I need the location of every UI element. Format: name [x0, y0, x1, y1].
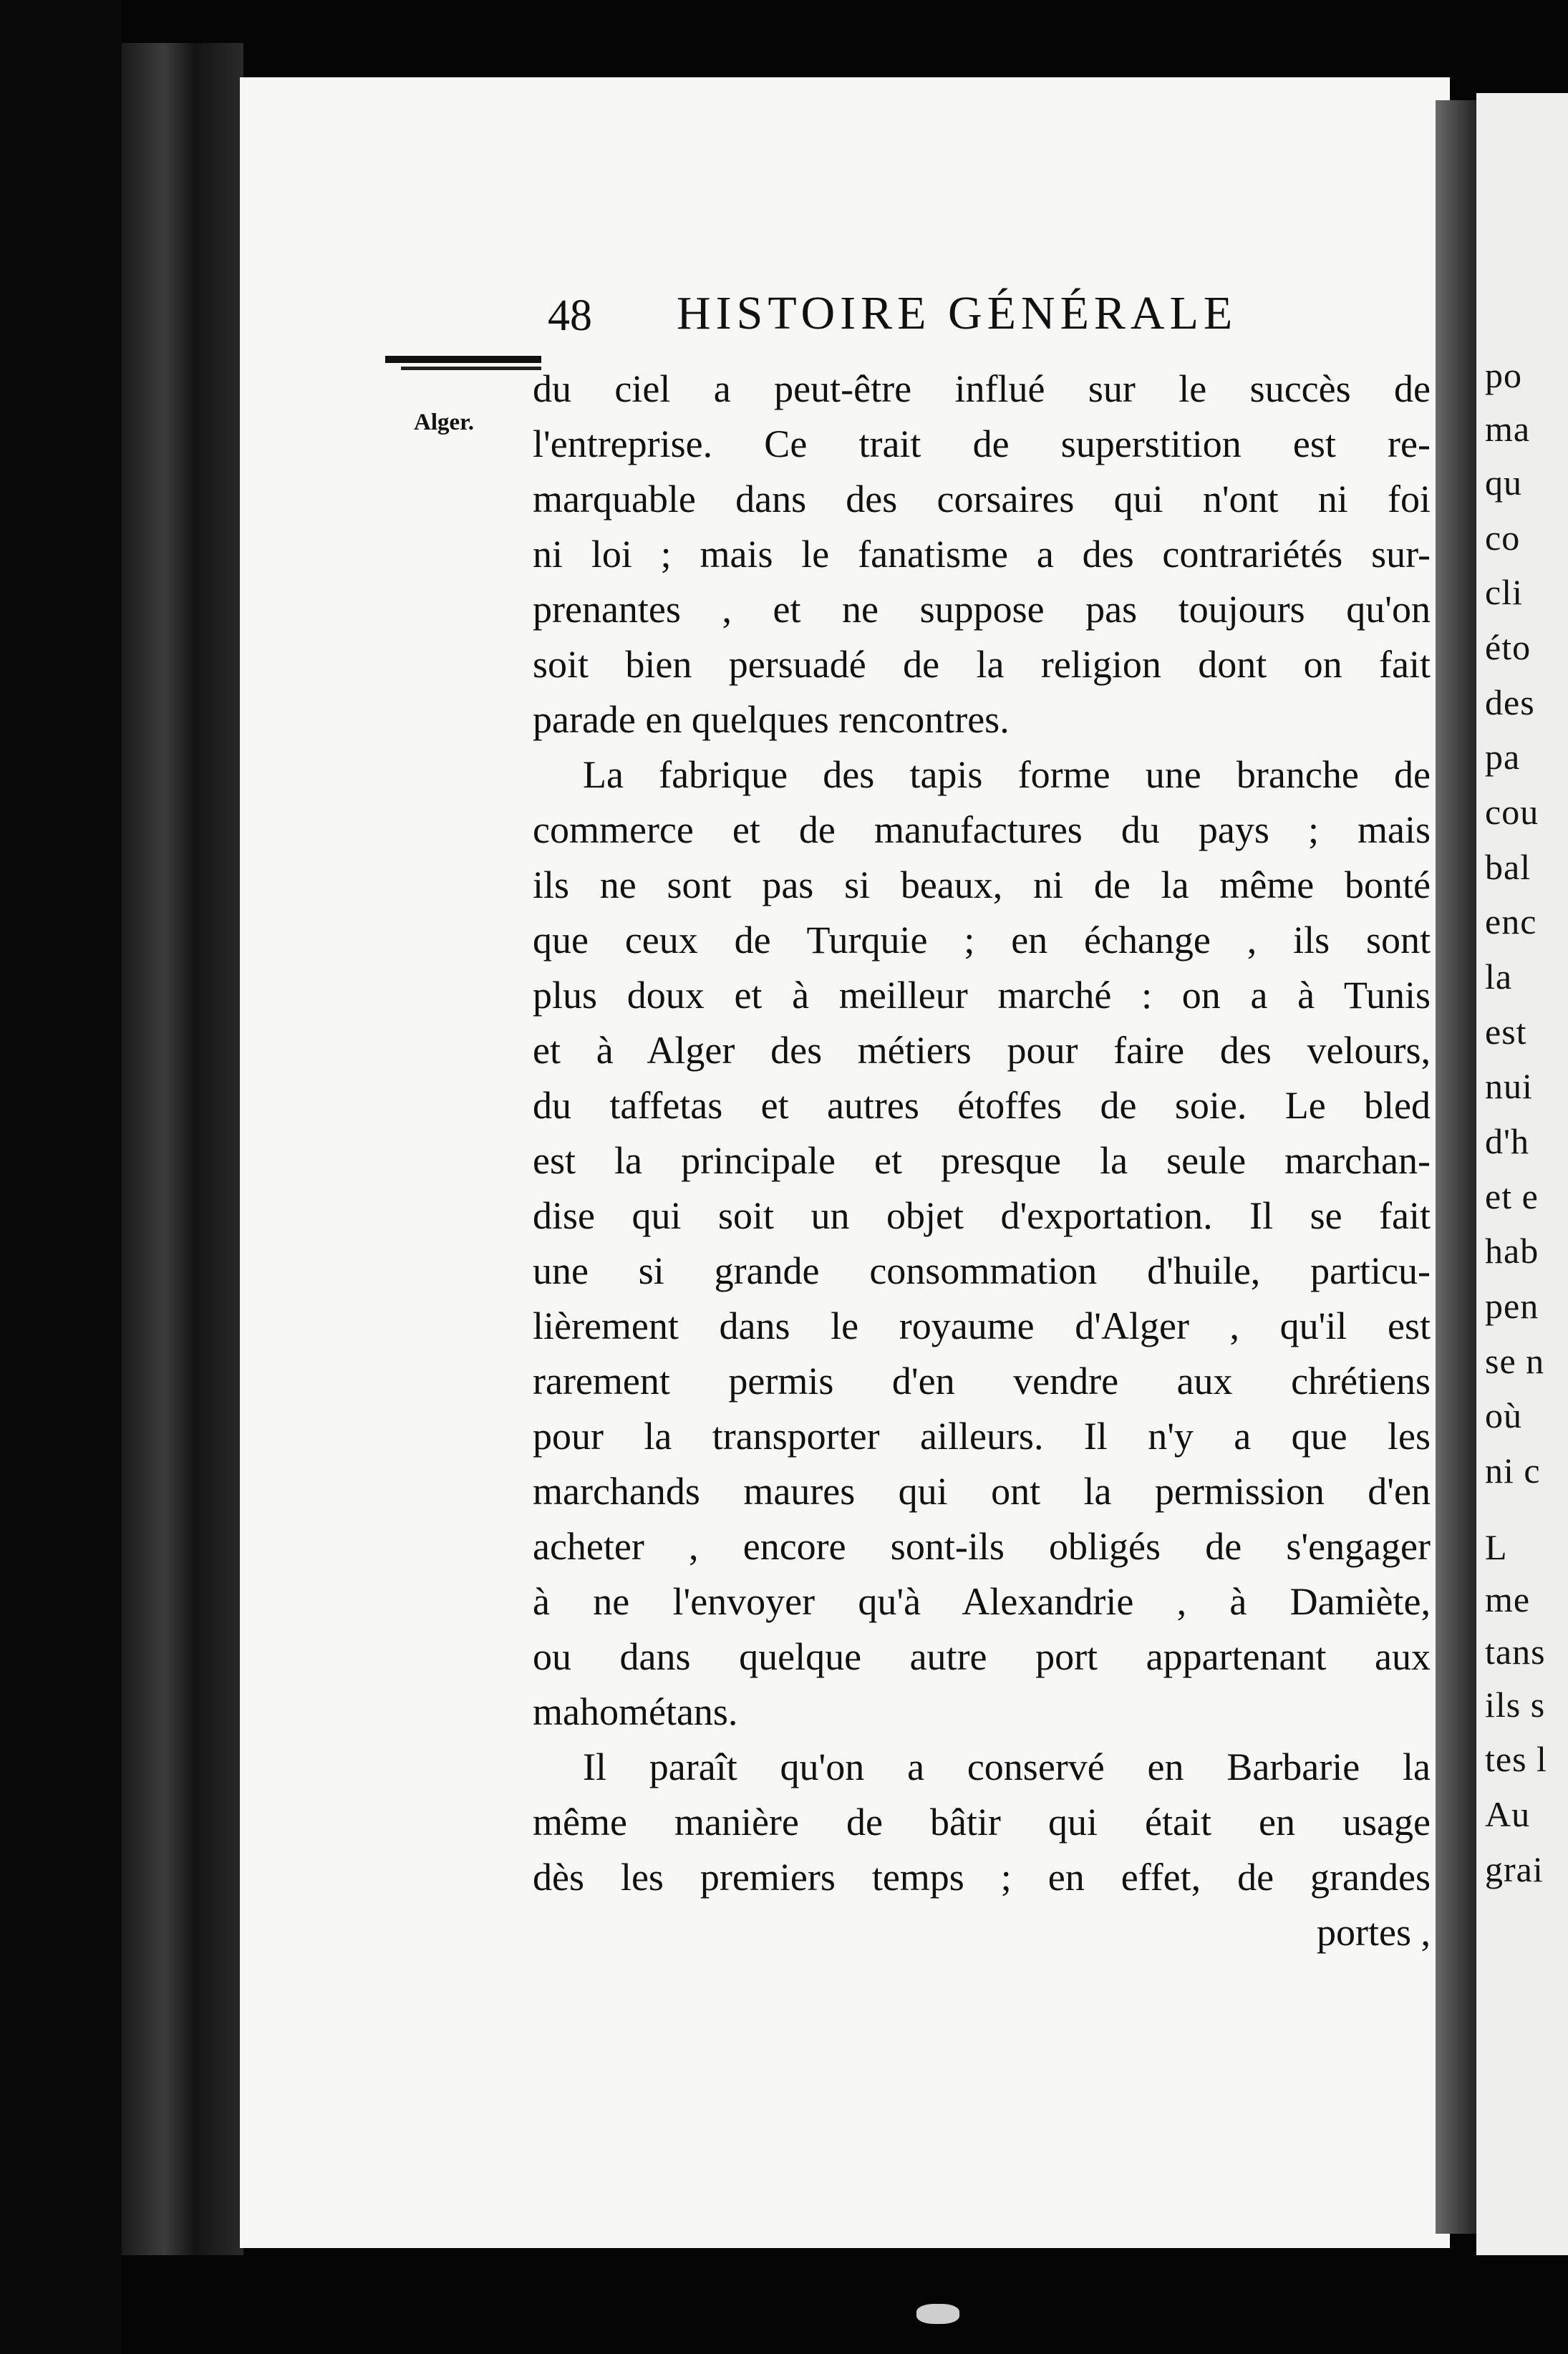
text-line: parade en quelques rencontres. [533, 698, 1010, 741]
text-line: La fabrique des tapis forme une branche de [583, 753, 1431, 796]
margin-rule [385, 356, 541, 363]
text-line: marquable dans des corsaires qui n'ont ni foi [533, 478, 1431, 520]
facing-page-text: la [1485, 956, 1513, 997]
margin-rule-thin [401, 367, 541, 370]
facing-page-text: ils s [1485, 1685, 1546, 1725]
text-line: marchands maures qui ont la permission d'en [533, 1470, 1431, 1513]
facing-page-text: po [1485, 355, 1522, 395]
text-line: rarement permis d'en vendre aux chrétiens [533, 1360, 1431, 1403]
body-text [533, 362, 1431, 1960]
text-line: ni loi ; mais le fanatisme a des contrariétés sur- [533, 533, 1431, 576]
facing-page-text: se n [1485, 1341, 1545, 1381]
facing-page-text: grai [1485, 1849, 1544, 1889]
page-number: 48 [548, 291, 592, 340]
text-line: plus doux et à meilleur marché : on a à Tunis [533, 974, 1431, 1017]
text-line: Il paraît qu'on a conservé en Barbarie la [583, 1745, 1431, 1788]
facing-page-text: enc [1485, 901, 1537, 941]
text-line: du taffetas et autres étoffes de soie. Le bled [533, 1084, 1431, 1127]
facing-page-text: nui [1485, 1066, 1533, 1106]
scan-speck [916, 2304, 959, 2324]
facing-page-fragment [1476, 93, 1568, 2255]
text-line: que ceux de Turquie ; en échange , ils sont [533, 919, 1431, 962]
facing-page-text: et e [1485, 1176, 1539, 1216]
facing-page-text: Au [1485, 1794, 1531, 1834]
facing-page-text: où [1485, 1395, 1522, 1435]
text-line: et à Alger des métiers pour faire des velours, [533, 1029, 1431, 1072]
page-header [548, 286, 1335, 351]
text-line: dise qui soit un objet d'exportation. Il se fait [533, 1194, 1431, 1237]
catchword: portes , [1317, 1911, 1431, 1954]
facing-page-text: cli [1485, 572, 1523, 612]
scan-left-edge [0, 0, 122, 2354]
text-line: ils ne sont pas si beaux, ni de la même bonté [533, 863, 1431, 906]
facing-page-text: ma [1485, 409, 1531, 449]
facing-page-text: tes l [1485, 1739, 1547, 1779]
facing-page-text: pen [1485, 1286, 1539, 1326]
facing-page-text: ni c [1485, 1450, 1541, 1491]
text-line: lièrement dans le royaume d'Alger , qu'il est [533, 1304, 1431, 1347]
text-line: une si grande consommation d'huile, particu- [533, 1249, 1431, 1292]
text-line: pour la transporter ailleurs. Il n'y a que les [533, 1415, 1431, 1458]
text-line: est la principale et presque la seule marchan- [533, 1139, 1431, 1182]
running-title: HISTOIRE GÉNÉRALE [677, 287, 1238, 339]
facing-page-text: cou [1485, 792, 1539, 832]
facing-page-text: des [1485, 682, 1535, 722]
facing-page-text: L [1485, 1527, 1508, 1567]
text-line: mahométans. [533, 1690, 738, 1733]
text-line: même manière de bâtir qui était en usage [533, 1801, 1431, 1844]
gutter-shadow [1436, 100, 1479, 2234]
facing-page-text: pa [1485, 737, 1521, 777]
facing-page-text: me [1485, 1579, 1531, 1619]
text-line: prenantes , et ne suppose pas toujours qu'on [533, 588, 1431, 631]
text-line: du ciel a peut-être influé sur le succès de [533, 367, 1431, 410]
text-line: commerce et de manufactures du pays ; mais [533, 808, 1431, 851]
facing-page-text: qu [1485, 462, 1522, 503]
facing-page-text: tans [1485, 1632, 1546, 1672]
text-line: acheter , encore sont-ils obligés de s'engager [533, 1525, 1431, 1568]
text-line: soit bien persuadé de la religion dont on fait [533, 643, 1431, 686]
margin-note: Alger. [414, 410, 475, 435]
text-line: dès les premiers temps ; en effet, de grandes [533, 1856, 1431, 1899]
facing-page-text: est [1485, 1012, 1527, 1052]
facing-page-text: d'h [1485, 1121, 1530, 1161]
book-spine [122, 43, 243, 2255]
facing-page-text: éto [1485, 627, 1531, 667]
facing-page-text: bal [1485, 847, 1531, 887]
text-line: ou dans quelque autre port appartenant aux [533, 1635, 1431, 1678]
text-line: à ne l'envoyer qu'à Alexandrie , à Damiète, [533, 1580, 1431, 1623]
facing-page-text: co [1485, 518, 1521, 558]
text-line: l'entreprise. Ce trait de superstition est re- [533, 422, 1431, 465]
facing-page-text: hab [1485, 1231, 1539, 1271]
